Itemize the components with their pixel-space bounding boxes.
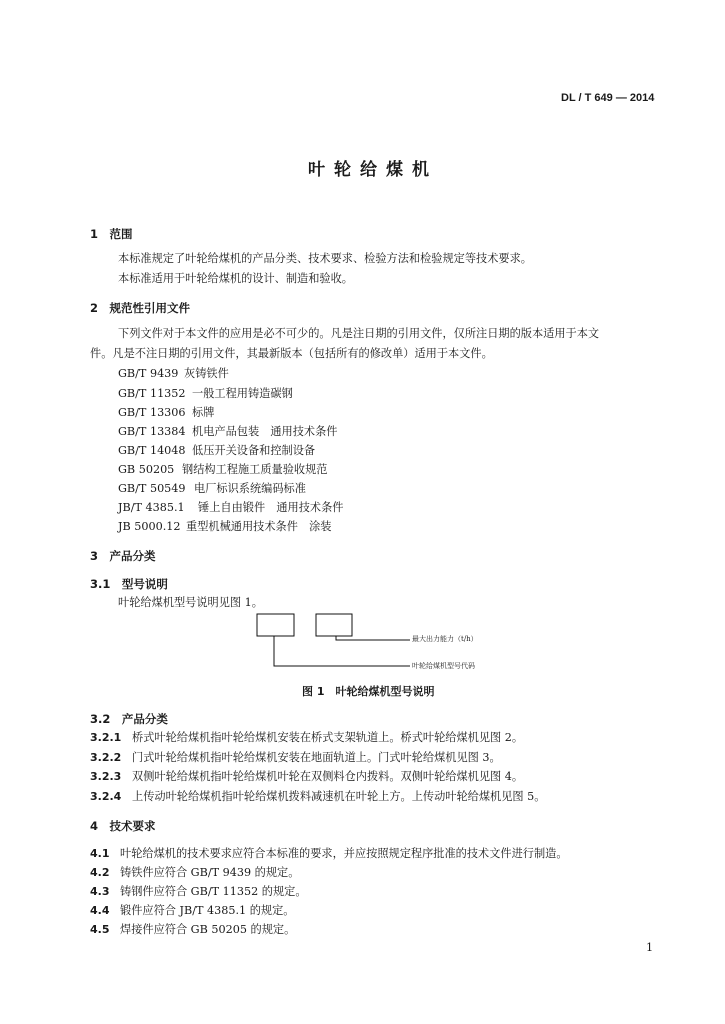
reference-title: 灰铸铁件 <box>184 367 229 380</box>
reference-code: GB/T 11352 <box>118 387 186 400</box>
section-4-heading: 4 技术要求 <box>90 819 156 833</box>
clause-text: 锻件应符合 JB/T 4385.1 的规定。 <box>120 904 295 917</box>
section-1-heading: 1 范围 <box>90 227 133 241</box>
reference-item <box>118 365 229 381</box>
reference-code: GB/T 50549 <box>118 482 186 495</box>
clause-number: 4.2 <box>90 866 110 879</box>
section-1-para-1: 本标准规定了叶轮给煤机的产品分类、技术要求、检验方法和检验规定等技术要求。 <box>118 252 532 265</box>
reference-item <box>118 423 337 439</box>
reference-title: 钢结构工程施工质量验收规范 <box>182 463 328 476</box>
page-number: 1 <box>646 941 654 954</box>
clause-number: 3.2.2 <box>90 751 122 764</box>
clause-number: 4.4 <box>90 904 110 917</box>
clause-item <box>90 768 523 784</box>
clause-item <box>90 845 568 861</box>
clause-item <box>90 749 501 765</box>
clause-text: 桥式叶轮给煤机指叶轮给煤机安装在桥式支架轨道上。桥式叶轮给煤机见图 2。 <box>132 731 524 744</box>
clause-number: 4.3 <box>90 885 110 898</box>
reference-item <box>118 480 306 496</box>
clause-number: 3.2.4 <box>90 790 122 803</box>
reference-code: GB/T 9439 <box>118 367 179 380</box>
clause-text: 叶轮给煤机的技术要求应符合本标准的要求，并应按照规定程序批准的技术文件进行制造。 <box>120 847 568 860</box>
reference-code: GB/T 13384 <box>118 425 186 438</box>
reference-code: JB/T 4385.1 <box>118 501 185 514</box>
section-3-1-para: 叶轮给煤机型号说明见图 1。 <box>118 596 263 609</box>
reference-item <box>118 404 214 420</box>
figure-label-capacity: 最大出力能力（t/h） <box>412 635 478 643</box>
clause-item <box>90 921 295 937</box>
clause-item <box>90 864 299 880</box>
clause-text: 铸钢件应符合 GB/T 11352 的规定。 <box>120 885 307 898</box>
capacity-leader-line <box>336 636 410 640</box>
clause-item <box>90 788 545 804</box>
section-3-heading: 3 产品分类 <box>90 549 156 563</box>
clause-item <box>90 902 294 918</box>
reference-code: GB/T 13306 <box>118 406 186 419</box>
clause-text: 焊接件应符合 GB 50205 的规定。 <box>120 923 296 936</box>
reference-code: JB 5000.12 <box>118 520 181 533</box>
reference-title: 机电产品包装 通用技术条件 <box>192 425 338 438</box>
page-title: 叶轮给煤机 <box>308 160 438 180</box>
clause-text: 双侧叶轮给煤机指叶轮给煤机叶轮在双侧料仓内拨料。双侧叶轮给煤机见图 4。 <box>132 770 524 783</box>
reference-code: GB/T 14048 <box>118 444 186 457</box>
reference-code: GB 50205 <box>118 463 175 476</box>
clause-item <box>90 729 523 745</box>
reference-item <box>118 461 327 477</box>
reference-title: 低压开关设备和控制设备 <box>192 444 316 457</box>
clause-text: 门式叶轮给煤机指叶轮给煤机安装在地面轨道上。门式叶轮给煤机见图 3。 <box>132 751 501 764</box>
reference-item <box>118 442 315 458</box>
reference-title: 一般工程用铸造碳钢 <box>192 387 293 400</box>
section-2-intro-line-1: 下列文件对于本文件的应用是必不可少的。凡是注日期的引用文件，仅所注日期的版本适用于本文 <box>118 327 600 340</box>
reference-item <box>118 385 293 401</box>
section-2-heading: 2 规范性引用文件 <box>90 301 191 315</box>
section-1-para-2: 本标准适用于叶轮给煤机的设计、制造和验收。 <box>118 272 353 285</box>
capacity-box <box>316 614 352 636</box>
figure-label-model-code: 叶轮给煤机型号代码 <box>412 662 475 670</box>
reference-title: 电厂标识系统编码标准 <box>194 482 306 495</box>
reference-title: 重型机械通用技术条件 涂装 <box>186 520 332 533</box>
section-2-intro-line-2: 件。凡是不注日期的引用文件，其最新版本（包括所有的修改单）适用于本文件。 <box>90 347 493 360</box>
section-3-2-heading: 3.2 产品分类 <box>90 712 168 726</box>
clause-number: 3.2.1 <box>90 731 122 744</box>
section-3-1-heading: 3.1 型号说明 <box>90 577 168 591</box>
figure-caption: 图 1 叶轮给煤机型号说明 <box>302 685 435 698</box>
reference-item <box>118 518 331 534</box>
model-code-box <box>257 614 294 636</box>
standard-number: DL / T 649 — 2014 <box>561 92 655 104</box>
reference-title: 锤上自由锻件 通用技术条件 <box>198 501 344 514</box>
clause-number: 4.1 <box>90 847 110 860</box>
reference-title: 标牌 <box>192 406 215 419</box>
model-code-diagram <box>250 608 420 678</box>
clause-number: 3.2.3 <box>90 770 122 783</box>
clause-text: 上传动叶轮给煤机指叶轮给煤机拨料减速机在叶轮上方。上传动叶轮给煤机见图 5。 <box>132 790 546 803</box>
clause-text: 铸铁件应符合 GB/T 9439 的规定。 <box>120 866 300 879</box>
clause-item <box>90 883 307 899</box>
clause-number: 4.5 <box>90 923 110 936</box>
reference-item <box>118 499 343 515</box>
